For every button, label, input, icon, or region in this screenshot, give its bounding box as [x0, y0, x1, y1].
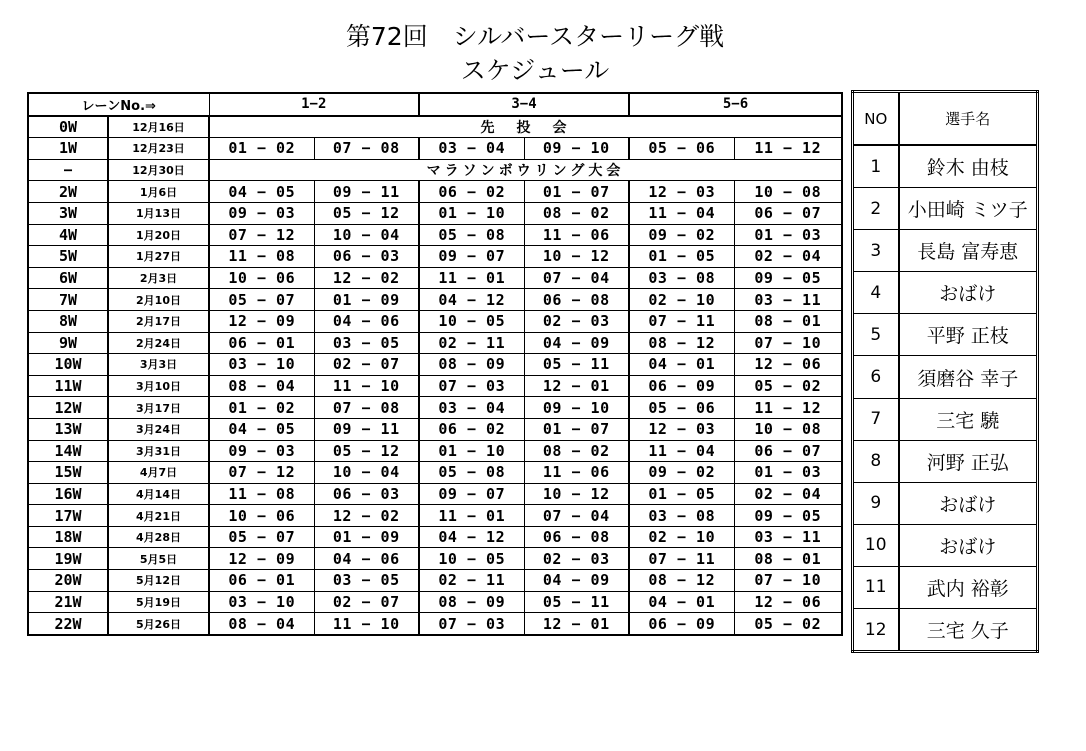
match-cell: 12 − 09: [209, 548, 314, 570]
schedule-row: [28, 116, 842, 138]
date-cell: 5月19日: [108, 591, 209, 613]
week-cell: 1W: [28, 138, 108, 160]
lane-header-1-2: 1−2: [209, 93, 419, 116]
player-number: 8: [853, 440, 899, 482]
schedule-row: [28, 526, 842, 548]
match-cell: 11 − 04: [629, 440, 734, 462]
schedule-row: [28, 548, 842, 570]
match-cell: 09 − 07: [419, 246, 524, 268]
player-row: [853, 188, 1038, 230]
player-name: 三宅 驍: [899, 398, 1038, 440]
match-cell: 10 − 06: [209, 267, 314, 289]
date-cell: 5月12日: [108, 570, 209, 592]
match-cell: 07 − 03: [419, 375, 524, 397]
date-cell: 1月20日: [108, 224, 209, 246]
date-cell: 1月13日: [108, 202, 209, 224]
week-cell: 15W: [28, 462, 108, 484]
match-cell: 06 − 03: [314, 246, 419, 268]
player-number: 3: [853, 230, 899, 272]
match-cell: 07 − 10: [734, 332, 842, 354]
match-cell: 01 − 05: [629, 246, 734, 268]
date-cell: 2月10日: [108, 289, 209, 311]
match-cell: 06 − 08: [524, 289, 629, 311]
match-cell: 07 − 12: [209, 224, 314, 246]
date-cell: 12月30日: [108, 159, 209, 181]
match-cell: 01 − 09: [314, 526, 419, 548]
match-cell: 10 − 08: [734, 418, 842, 440]
match-cell: 08 − 01: [734, 548, 842, 570]
player-row: [853, 272, 1038, 314]
match-cell: 04 − 01: [629, 591, 734, 613]
match-cell: 04 − 01: [629, 354, 734, 376]
match-cell: 07 − 12: [209, 462, 314, 484]
match-cell: 06 − 08: [524, 526, 629, 548]
player-name: 長島 富寿恵: [899, 230, 1038, 272]
match-cell: 03 − 05: [314, 332, 419, 354]
match-cell: 08 − 09: [419, 354, 524, 376]
match-cell: 09 − 05: [734, 505, 842, 527]
match-cell: 11 − 10: [314, 375, 419, 397]
date-cell: 12月16日: [108, 116, 209, 138]
schedule-row: [28, 310, 842, 332]
player-number: 5: [853, 314, 899, 356]
week-cell: 7W: [28, 289, 108, 311]
match-cell: 12 − 01: [524, 613, 629, 635]
match-cell: 09 − 02: [629, 224, 734, 246]
date-cell: 2月24日: [108, 332, 209, 354]
date-cell: 4月7日: [108, 462, 209, 484]
player-number: 11: [853, 566, 899, 608]
schedule-row: [28, 505, 842, 527]
week-cell: 11W: [28, 375, 108, 397]
schedule-row: [28, 613, 842, 635]
player-row: [853, 145, 1038, 188]
player-number: 6: [853, 356, 899, 398]
match-cell: 01 − 10: [419, 202, 524, 224]
match-cell: 08 − 01: [734, 310, 842, 332]
match-cell: 01 − 03: [734, 224, 842, 246]
match-cell: 09 − 03: [209, 440, 314, 462]
player-row: [853, 440, 1038, 482]
event-cell: マラソンボウリング大会: [209, 159, 842, 181]
date-cell: 5月5日: [108, 548, 209, 570]
week-cell: 17W: [28, 505, 108, 527]
player-name: 河野 正弘: [899, 440, 1038, 482]
week-cell: 9W: [28, 332, 108, 354]
player-name: おばけ: [899, 524, 1038, 566]
week-cell: 22W: [28, 613, 108, 635]
match-cell: 02 − 07: [314, 591, 419, 613]
match-cell: 08 − 02: [524, 440, 629, 462]
player-row: [853, 609, 1038, 652]
match-cell: 02 − 11: [419, 570, 524, 592]
match-cell: 02 − 11: [419, 332, 524, 354]
match-cell: 10 − 04: [314, 462, 419, 484]
week-cell: 10W: [28, 354, 108, 376]
match-cell: 12 − 01: [524, 375, 629, 397]
match-cell: 04 − 12: [419, 289, 524, 311]
match-cell: 09 − 03: [209, 202, 314, 224]
date-cell: 3月3日: [108, 354, 209, 376]
page-subtitle: スケジュール: [460, 56, 610, 85]
schedule-table: [27, 92, 843, 636]
match-cell: 07 − 11: [629, 310, 734, 332]
match-cell: 09 − 10: [524, 138, 629, 160]
match-cell: 12 − 03: [629, 181, 734, 203]
date-cell: 1月27日: [108, 246, 209, 268]
match-cell: 02 − 03: [524, 310, 629, 332]
match-cell: 06 − 02: [419, 181, 524, 203]
date-cell: 5月26日: [108, 613, 209, 635]
match-cell: 03 − 11: [734, 289, 842, 311]
match-cell: 11 − 12: [734, 138, 842, 160]
match-cell: 08 − 09: [419, 591, 524, 613]
date-cell: 3月17日: [108, 397, 209, 419]
schedule-row: [28, 246, 842, 268]
match-cell: 08 − 12: [629, 570, 734, 592]
match-cell: 06 − 01: [209, 332, 314, 354]
week-cell: 20W: [28, 570, 108, 592]
match-cell: 04 − 12: [419, 526, 524, 548]
date-cell: 12月23日: [108, 138, 209, 160]
date-cell: 3月24日: [108, 418, 209, 440]
match-cell: 07 − 04: [524, 505, 629, 527]
match-cell: 05 − 11: [524, 354, 629, 376]
player-number: 7: [853, 398, 899, 440]
match-cell: 12 − 03: [629, 418, 734, 440]
match-cell: 08 − 02: [524, 202, 629, 224]
player-row: [853, 524, 1038, 566]
match-cell: 08 − 04: [209, 375, 314, 397]
match-cell: 03 − 10: [209, 591, 314, 613]
week-cell: 4W: [28, 224, 108, 246]
match-cell: 12 − 09: [209, 310, 314, 332]
week-cell: 13W: [28, 418, 108, 440]
player-row: [853, 314, 1038, 356]
match-cell: 06 − 02: [419, 418, 524, 440]
match-cell: 12 − 06: [734, 591, 842, 613]
schedule-row: [28, 375, 842, 397]
match-cell: 09 − 11: [314, 418, 419, 440]
player-name: 小田崎 ミツ子: [899, 188, 1038, 230]
date-cell: 3月31日: [108, 440, 209, 462]
week-cell: 0W: [28, 116, 108, 138]
player-name: 武内 裕彰: [899, 566, 1038, 608]
match-cell: 02 − 04: [734, 483, 842, 505]
page-title: 第72回 シルバースターリーグ戦: [345, 22, 725, 51]
match-cell: 05 − 06: [629, 138, 734, 160]
match-cell: 06 − 09: [629, 375, 734, 397]
schedule-row: [28, 202, 842, 224]
player-number: 10: [853, 524, 899, 566]
schedule-row: [28, 332, 842, 354]
schedule-row: [28, 267, 842, 289]
schedule-row: [28, 483, 842, 505]
match-cell: 01 − 07: [524, 418, 629, 440]
date-cell: 3月10日: [108, 375, 209, 397]
match-cell: 12 − 02: [314, 505, 419, 527]
schedule-row: [28, 181, 842, 203]
match-cell: 07 − 04: [524, 267, 629, 289]
match-cell: 11 − 01: [419, 267, 524, 289]
schedule-row: [28, 462, 842, 484]
match-cell: 11 − 01: [419, 505, 524, 527]
player-row: [853, 482, 1038, 524]
schedule-header-row: [28, 93, 842, 116]
player-number: 12: [853, 609, 899, 652]
match-cell: 03 − 11: [734, 526, 842, 548]
match-cell: 02 − 07: [314, 354, 419, 376]
date-cell: 4月14日: [108, 483, 209, 505]
match-cell: 10 − 04: [314, 224, 419, 246]
event-cell: 先 投 会: [209, 116, 842, 138]
match-cell: 05 − 12: [314, 440, 419, 462]
match-cell: 07 − 03: [419, 613, 524, 635]
match-cell: 06 − 03: [314, 483, 419, 505]
match-cell: 11 − 10: [314, 613, 419, 635]
match-cell: 06 − 09: [629, 613, 734, 635]
week-cell: −: [28, 159, 108, 181]
players-header-row: [853, 92, 1038, 146]
player-name: おばけ: [899, 272, 1038, 314]
match-cell: 12 − 06: [734, 354, 842, 376]
match-cell: 03 − 08: [629, 505, 734, 527]
match-cell: 07 − 11: [629, 548, 734, 570]
match-cell: 09 − 11: [314, 181, 419, 203]
match-cell: 01 − 02: [209, 397, 314, 419]
date-cell: 2月3日: [108, 267, 209, 289]
match-cell: 04 − 09: [524, 332, 629, 354]
date-cell: 1月6日: [108, 181, 209, 203]
match-cell: 05 − 02: [734, 613, 842, 635]
match-cell: 04 − 09: [524, 570, 629, 592]
match-cell: 11 − 04: [629, 202, 734, 224]
date-cell: 4月21日: [108, 505, 209, 527]
match-cell: 11 − 08: [209, 246, 314, 268]
schedule-row: [28, 159, 842, 181]
match-cell: 01 − 10: [419, 440, 524, 462]
match-cell: 03 − 10: [209, 354, 314, 376]
match-cell: 03 − 08: [629, 267, 734, 289]
match-cell: 03 − 05: [314, 570, 419, 592]
player-name: 須磨谷 幸子: [899, 356, 1038, 398]
lane-header-5-6: 5−6: [629, 93, 842, 116]
week-cell: 6W: [28, 267, 108, 289]
match-cell: 04 − 06: [314, 310, 419, 332]
week-cell: 14W: [28, 440, 108, 462]
player-name: 鈴木 由枝: [899, 145, 1038, 188]
player-number: 2: [853, 188, 899, 230]
match-cell: 09 − 05: [734, 267, 842, 289]
match-cell: 05 − 07: [209, 289, 314, 311]
date-cell: 4月28日: [108, 526, 209, 548]
week-cell: 3W: [28, 202, 108, 224]
match-cell: 05 − 11: [524, 591, 629, 613]
match-cell: 04 − 06: [314, 548, 419, 570]
match-cell: 11 − 08: [209, 483, 314, 505]
match-cell: 07 − 08: [314, 397, 419, 419]
players-table: [851, 90, 1039, 653]
player-number: 4: [853, 272, 899, 314]
match-cell: 02 − 03: [524, 548, 629, 570]
match-cell: 05 − 02: [734, 375, 842, 397]
match-cell: 11 − 06: [524, 224, 629, 246]
player-name: 平野 正枝: [899, 314, 1038, 356]
match-cell: 02 − 10: [629, 289, 734, 311]
match-cell: 05 − 06: [629, 397, 734, 419]
match-cell: 04 − 05: [209, 181, 314, 203]
match-cell: 06 − 07: [734, 202, 842, 224]
match-cell: 01 − 02: [209, 138, 314, 160]
player-name: 三宅 久子: [899, 609, 1038, 652]
match-cell: 07 − 08: [314, 138, 419, 160]
player-row: [853, 566, 1038, 608]
schedule-row: [28, 224, 842, 246]
week-cell: 2W: [28, 181, 108, 203]
player-row: [853, 230, 1038, 272]
match-cell: 06 − 07: [734, 440, 842, 462]
match-cell: 01 − 05: [629, 483, 734, 505]
match-cell: 08 − 04: [209, 613, 314, 635]
week-cell: 19W: [28, 548, 108, 570]
match-cell: 05 − 08: [419, 224, 524, 246]
match-cell: 02 − 10: [629, 526, 734, 548]
match-cell: 05 − 12: [314, 202, 419, 224]
match-cell: 10 − 06: [209, 505, 314, 527]
match-cell: 10 − 08: [734, 181, 842, 203]
player-number: 9: [853, 482, 899, 524]
match-cell: 04 − 05: [209, 418, 314, 440]
match-cell: 03 − 04: [419, 138, 524, 160]
schedule-row: [28, 289, 842, 311]
match-cell: 11 − 12: [734, 397, 842, 419]
schedule-row: [28, 570, 842, 592]
match-cell: 10 − 12: [524, 246, 629, 268]
match-cell: 01 − 09: [314, 289, 419, 311]
schedule-row: [28, 591, 842, 613]
week-cell: 16W: [28, 483, 108, 505]
schedule-row: [28, 440, 842, 462]
player-row: [853, 398, 1038, 440]
match-cell: 11 − 06: [524, 462, 629, 484]
match-cell: 01 − 03: [734, 462, 842, 484]
match-cell: 01 − 07: [524, 181, 629, 203]
lane-number-label: レーンNo.⇒: [28, 93, 209, 116]
match-cell: 02 − 04: [734, 246, 842, 268]
lane-header-3-4: 3−4: [419, 93, 629, 116]
match-cell: 09 − 02: [629, 462, 734, 484]
match-cell: 07 − 10: [734, 570, 842, 592]
match-cell: 10 − 05: [419, 310, 524, 332]
match-cell: 12 − 02: [314, 267, 419, 289]
match-cell: 09 − 07: [419, 483, 524, 505]
match-cell: 09 − 10: [524, 397, 629, 419]
week-cell: 5W: [28, 246, 108, 268]
schedule-row: [28, 397, 842, 419]
date-cell: 2月17日: [108, 310, 209, 332]
week-cell: 21W: [28, 591, 108, 613]
player-number: 1: [853, 145, 899, 188]
week-cell: 18W: [28, 526, 108, 548]
match-cell: 08 − 12: [629, 332, 734, 354]
match-cell: 10 − 12: [524, 483, 629, 505]
match-cell: 10 − 05: [419, 548, 524, 570]
players-name-header: 選手名: [899, 92, 1038, 146]
match-cell: 06 − 01: [209, 570, 314, 592]
week-cell: 12W: [28, 397, 108, 419]
players-no-header: NO: [853, 92, 899, 146]
schedule-row: [28, 354, 842, 376]
week-cell: 8W: [28, 310, 108, 332]
match-cell: 05 − 07: [209, 526, 314, 548]
schedule-row: [28, 418, 842, 440]
player-row: [853, 356, 1038, 398]
match-cell: 03 − 04: [419, 397, 524, 419]
match-cell: 05 − 08: [419, 462, 524, 484]
schedule-row: [28, 138, 842, 160]
player-name: おばけ: [899, 482, 1038, 524]
